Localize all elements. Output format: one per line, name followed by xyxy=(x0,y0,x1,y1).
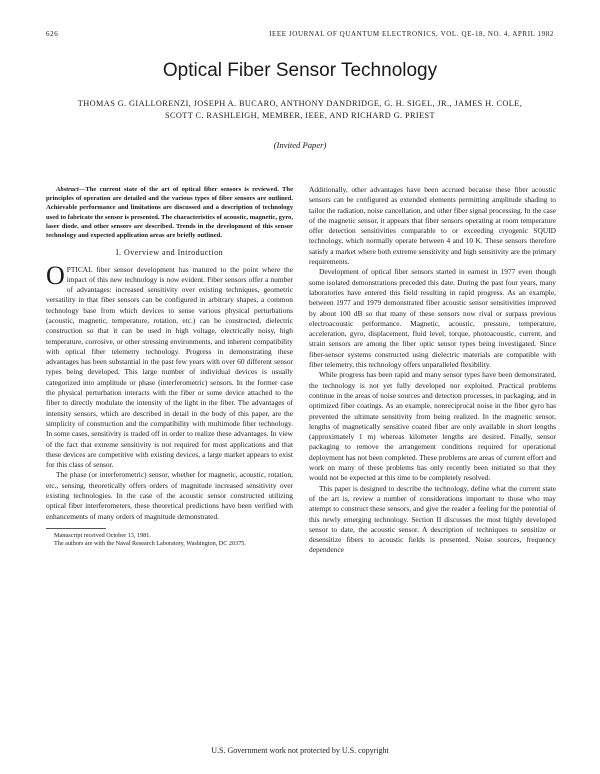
abstract-text: —The current state of the art of optical fiber sensors is reviewed. The principles of operation are detailed and the various types of fiber sensors are outlined. Achievable performance and limitations are discussed and a description of technology used to fabricate the sensor is presented. The characteristics of acoustic, magnetic, gyro, laser diode, and other sensors are described. Trends in the development of this sensor technology and expected application areas are briefly outlined. xyxy=(46,186,293,240)
section-heading: I. Overview and Introduction xyxy=(115,248,224,258)
author-list xyxy=(70,98,530,122)
right-paragraph-1: Additionally, other advantages have been accrued because these fiber acoustic sensors can be configured as extended elements permitting amplitude shading to tailor the radiation, noise cancellation, and other fiber signal processing. In the case of the magnetic sensor, it appears that fiber sensors operating at room temperature offer detection sensitivities comparable to or exceeding cryogenic SQUID technology, which normally operate between 4 and 10 K. These sensors therefore satisfy a market where both extreme sensitivity and high sensitivity are the primary requirements. xyxy=(309,185,556,267)
footnote-divider xyxy=(46,528,106,529)
paper-title: Optical Fiber Sensor Technology xyxy=(162,60,438,81)
left-column xyxy=(46,185,293,548)
author-line-1: THOMAS G. GIALLORENZI, JOSEPH A. BUCARO, ANTHONY DANDRIDGE, G. H. SIGEL, JR., JAMES H. COLE, xyxy=(77,99,523,108)
intro-paragraph-1 xyxy=(46,260,293,471)
intro-paragraph-2: The phase (or interferometric) sensor, whether for magnetic, acoustic, rotation, etc., sensing, theoretically offers orders of magnitude increased sensitivity over existing technologies. In the case of the acoustic sensor constructed utilizing optical fiber interferometers, these theoretical predictions have been verified with enhancements of many orders of magnitude demonstrated. xyxy=(46,470,293,521)
footnote-affiliation: The authors are with the Naval Research Laboratory, Washington, DC 20375. xyxy=(54,539,246,547)
paper-type: (Invited Paper) xyxy=(273,140,327,150)
abstract xyxy=(46,185,293,240)
drop-cap: O xyxy=(46,260,65,290)
journal-name: IEEE JOURNAL OF QUANTUM ELECTRONICS, VOL. QE-18, NO. 4, APRIL 1982 xyxy=(269,30,554,38)
intro-paragraph-1-text: PTICAL fiber sensor development has matured to the point where the impact of this new technology is now evident. Fiber sensors offer a number of advantages: increased sensitivity over existing techniques, geometric versatility in that fiber sensors can be configured in arbitrary shapes, a common technology base from which devices to sense various physical perturbations (acoustic, magnetic, temperature, rotation, etc.) can be constructed, dielectric construction so that it can be used in high voltage, electrically noisy, high temperature, corrosive, or other stressing environments, and inherent compatibility with optical fiber telemetry technology. Progress in demonstrating these advantages has been substantial in the past few years with over 60 different sensor types being developed. This large number of individual devices is usually categorized into amplitude or phase (interferometric) sensors. In the former case the physical perturbation interacts with the fiber or some device attached to the fiber to directly modulate the intensity of the light in the fiber. The advantages of intensity sensors, which are described in detail in the body of this paper, are the simplicity of construction and the compatibility with multimode fiber technology. In some cases, sensitivity is traded off in order to realize these advantages. In view of the fact that extreme sensitivity is not required for most applications and that these devices are competitive with existing devices, a large market appears to exist for this class of sensor. xyxy=(46,264,293,470)
copyright-notice: U.S. Government work not protected by U.S. copyright xyxy=(211,746,389,755)
footnote-received: Manuscript received October 13, 1981. xyxy=(54,531,151,539)
author-line-2: SCOTT C. RASHLEIGH, MEMBER, IEEE, AND RICHARD G. PRIEST xyxy=(164,111,436,120)
page-number: 626 xyxy=(46,30,59,38)
right-paragraph-4: This paper is designed to describe the technology, define what the current state of the art is, review a number of considerations important to those who may attempt to construct these sensors, and give the reader a feeling for the potential of this newly emerging technology. Section II discusses the most highly developed sensor to date, the acoustic sensor. A description of techniques to sensitize or desensitize fibers to acoustic fields is presented. Noise sources, frequency dependence xyxy=(309,483,556,555)
running-header xyxy=(46,30,554,38)
abstract-label: Abstract xyxy=(56,186,79,193)
right-column xyxy=(309,185,556,556)
right-paragraph-3: While progress has been rapid and many sensor types have been demonstrated, the technology is not yet fully developed nor exploited. Practical problems continue in the areas of noise sources and detection processes, in packaging, and in optimized fiber coatings. As an example, nonreciprocal noise in the fiber gyro has prevented the ultimate sensitivity from being realized. In the magnetic sensor, lengths of magnetically sensitive coated fiber are only available in short lengths (approximately 1 m) whereas kilometer lengths are desired. Finally, sensor packaging to remove the arrangement conditions required for operational deployment has not been completed. These problems are areas of current effort and work on many of these problems has only recently been initiated so that they would not be expected at this time to be completely resolved. xyxy=(309,370,556,483)
right-paragraph-2: Development of optical fiber sensors started in earnest in 1977 even though some isolated demonstrations preceded this date. During the past four years, many laboratories have entered this field resulting in rapid progress. As an example, between 1977 and 1979 demonstrated fiber acoustic sensor sensitivities improved by about 100 dB so that many of these sensors now rival or surpass previous electroacoustic performance. Magnetic, acoustic, pressure, temperature, acceleration, gyro, displacement, fluid level, torque, photoacoustic, current, and strain sensors are among the fiber optic sensor types being investigated. Since fiber-sensor systems constructed using dielectric materials are compatible with fiber telemetry, this technology offers unparalleled flexibility. xyxy=(309,267,556,370)
